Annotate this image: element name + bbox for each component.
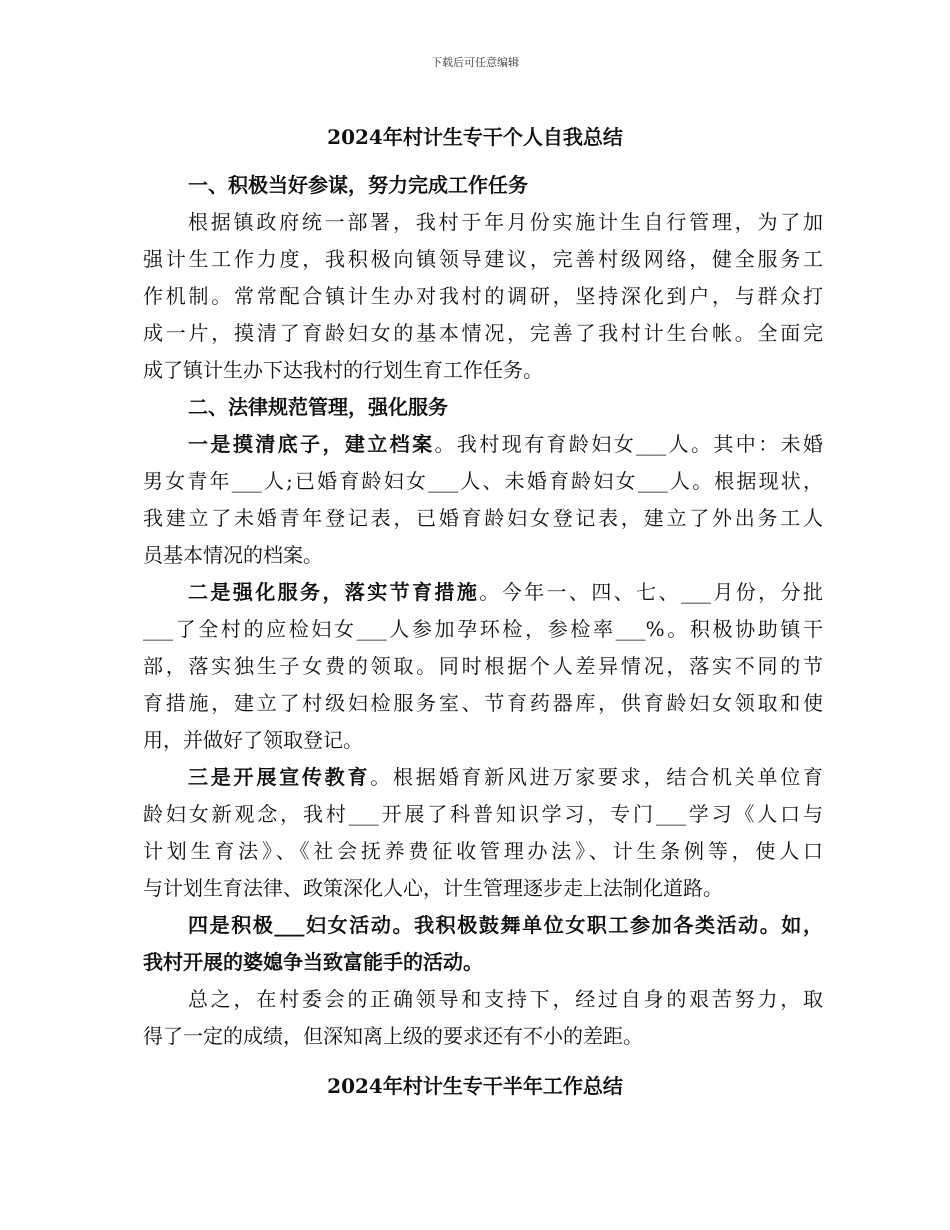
paragraph-line: 成一片，摸清了育龄妇女的基本情况，完善了我村计生台帐。全面完 xyxy=(143,321,823,345)
second-document-title: 2024年村计生专干半年工作总结 xyxy=(327,1074,623,1098)
lead-phrase: 二是强化服务，落实节育措施 xyxy=(188,580,480,604)
paragraph-line: 根据镇政府统一部署，我村于年月份实施计生自行管理，为了加 xyxy=(188,210,823,234)
line-text: 。根据婚育新风进万家要求，结合机关单位育 xyxy=(370,765,824,789)
paragraph-line: 员基本情况的档案。 xyxy=(143,543,323,567)
paragraph-line: 育措施，建立了村级妇检服务室、节育药器库，供育龄妇女领取和使 xyxy=(143,691,823,715)
paragraph-line xyxy=(188,759,823,796)
paragraph-line: ___了全村的应检妇女___人参加孕环检，参检率___%。积极协助镇干 xyxy=(143,617,823,641)
lead-phrase: 三是开展宣传教育 xyxy=(188,765,371,789)
document-title: 2024年村计生专干个人自我总结 xyxy=(327,125,623,149)
paragraph-line: 成了镇计生办下达我村的行划生育工作任务。 xyxy=(143,358,543,382)
paragraph-line: 龄妇女新观念，我村___开展了科普知识学习，专门___学习《人口与 xyxy=(143,802,823,826)
paragraph-line: 我村开展的婆媳争当致富能手的活动。 xyxy=(143,950,483,974)
paragraph-line: 与计划生育法律、政策深化人心，计生管理逐步走上法制化道路。 xyxy=(143,876,723,900)
line-text: 。今年一、四、七、___月份，分批 xyxy=(479,580,824,604)
line-text: 。我村现有育龄妇女___人。其中：未婚 xyxy=(434,432,824,456)
paragraph-line: 四是积极___妇女活动。我积极鼓舞单位女职工参加各类活动。如， xyxy=(188,913,823,937)
paragraph-line xyxy=(188,574,823,611)
page-header: 下载后可任意编辑 xyxy=(431,56,519,69)
paragraph-line: 强计生工作力度，我积极向镇领导建议，完善村级网络，健全服务工 xyxy=(143,247,823,271)
paragraph-line: 作机制。常常配合镇计生办对我村的调研，坚持深化到户，与群众打 xyxy=(143,284,823,308)
paragraph-line: 用，并做好了领取登记。 xyxy=(143,728,363,752)
paragraph-line: 计划生育法》、《社会抚养费征收管理办法》、计生条例等，使人口 xyxy=(143,839,823,863)
paragraph-line: 我建立了未婚青年登记表，已婚育龄妇女登记表，建立了外出务工人 xyxy=(143,506,823,530)
section-heading-1: 一、积极当好参谋，努力完成工作任务 xyxy=(188,173,528,197)
paragraph-line: 男女青年___人;已婚育龄妇女___人、未婚育龄妇女___人。根据现状， xyxy=(143,469,823,493)
document-body xyxy=(143,167,823,1055)
lead-phrase: 一是摸清底子，建立档案 xyxy=(188,432,435,456)
paragraph-line xyxy=(188,426,823,463)
paragraph-line: 部，落实独生子女费的领取。同时根据个人差异情况，落实不同的节 xyxy=(143,654,823,678)
paragraph-line: 总之，在村委会的正确领导和支持下，经过自身的艰苦努力，取 xyxy=(188,987,823,1011)
paragraph-line: 得了一定的成绩，但深知离上级的要求还有不小的差距。 xyxy=(143,1024,643,1048)
section-heading-2: 二、法律规范管理，强化服务 xyxy=(188,395,448,419)
